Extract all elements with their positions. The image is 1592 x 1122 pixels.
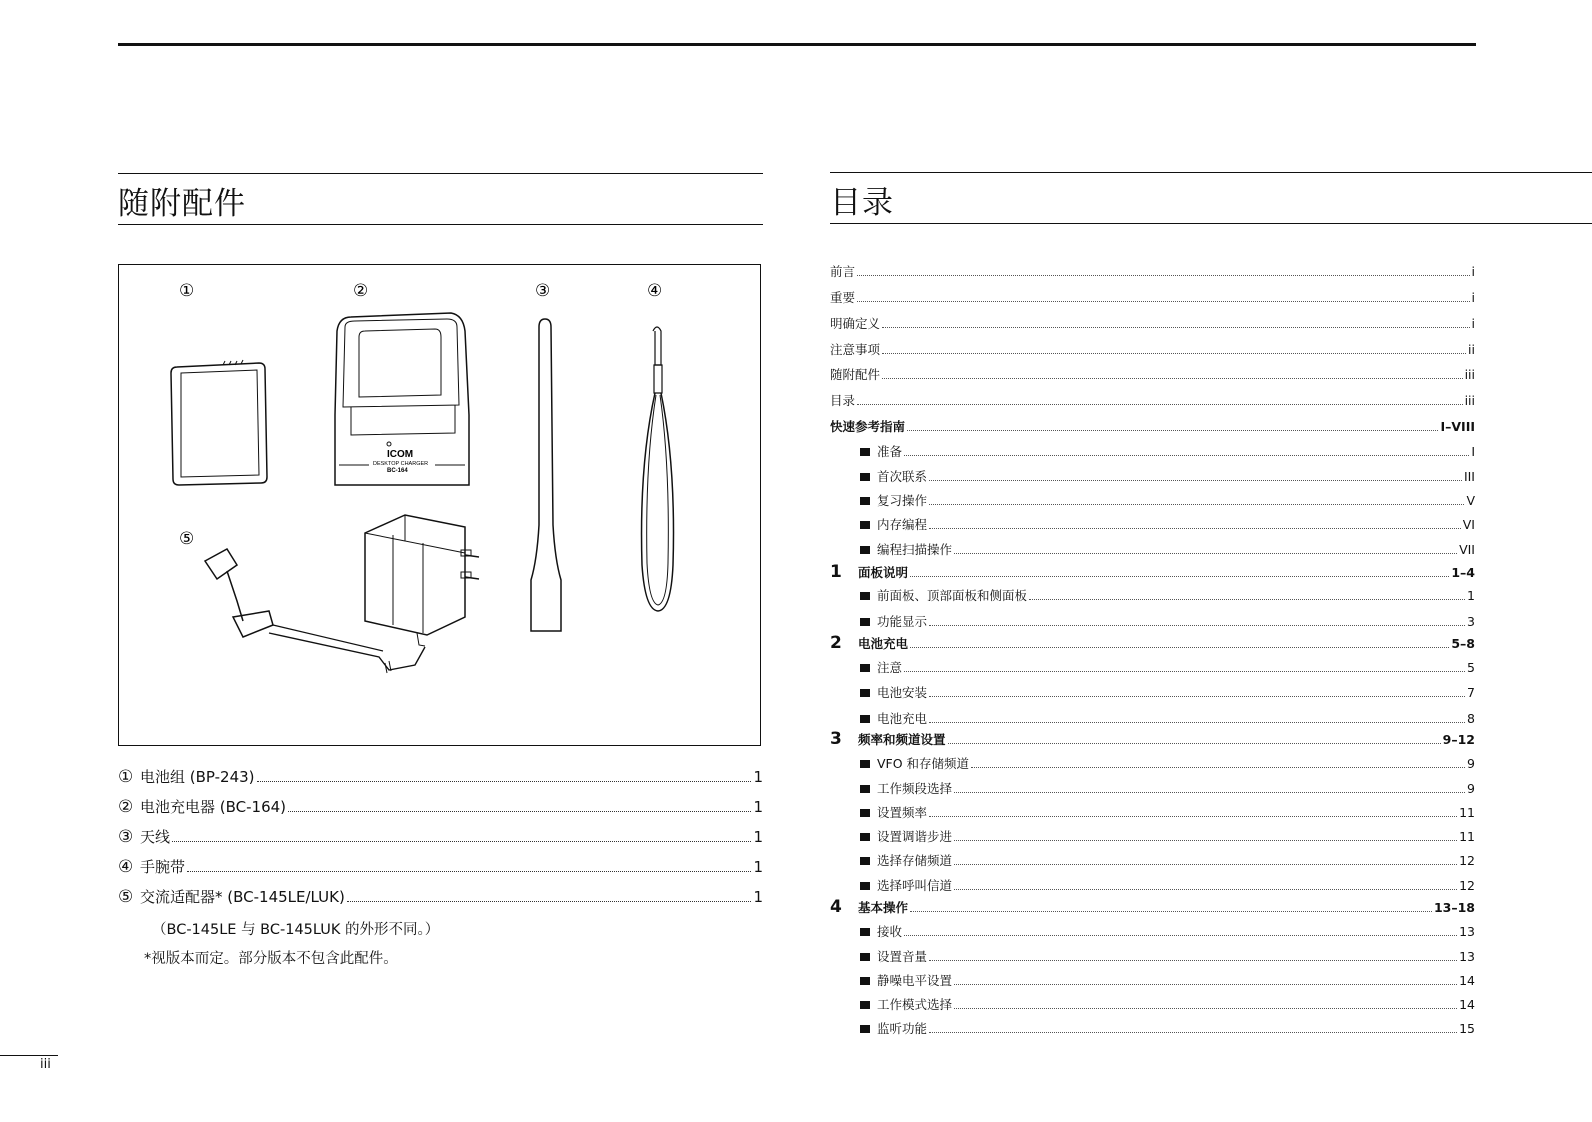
toc-label: 首次联系 <box>877 469 928 484</box>
square-bullet-icon <box>860 928 870 936</box>
toc-page: 14 <box>1459 997 1475 1012</box>
toc-label: 前言 <box>830 264 856 279</box>
leader-dots <box>954 984 1457 985</box>
item-page: 1 <box>753 798 763 816</box>
toc-subentry-row[interactable] <box>860 491 1475 509</box>
square-bullet-icon <box>860 882 870 890</box>
toc-label: 选择呼叫信道 <box>877 878 953 893</box>
toc-page: 5–8 <box>1451 636 1475 651</box>
toc-subentry-row[interactable] <box>860 947 1475 965</box>
leader-dots <box>929 722 1465 723</box>
toc-page: 7 <box>1467 685 1475 700</box>
toc-label: 编程扫描操作 <box>877 542 953 557</box>
toc-subentry-row[interactable] <box>860 851 1475 869</box>
item-number: ④ <box>118 857 134 877</box>
toc-chapter-row[interactable] <box>830 897 1475 917</box>
toc-page: 12 <box>1459 878 1475 893</box>
toc-subentry-row[interactable] <box>860 540 1475 558</box>
toc-page: V <box>1466 493 1475 508</box>
toc-entry-row[interactable] <box>830 288 1475 306</box>
toc-page: 15 <box>1459 1021 1475 1036</box>
toc-page: 13 <box>1459 949 1475 964</box>
item-page: 1 <box>753 888 763 906</box>
battery-pack-drawing <box>171 360 267 485</box>
chapter-number: 2 <box>830 633 842 653</box>
toc-page: i <box>1471 264 1475 279</box>
item-page: 1 <box>753 768 763 786</box>
toc-subentry-row[interactable] <box>860 586 1475 604</box>
adapter-note: （BC-145LE 与 BC-145LUK 的外形不同。） <box>152 922 440 938</box>
toc-page: I <box>1471 444 1475 459</box>
leader-dots <box>882 378 1463 379</box>
accessories-section <box>118 173 763 225</box>
toc-page: 1 <box>1467 588 1475 603</box>
toc-entry-row[interactable] <box>830 391 1475 409</box>
item-page: 1 <box>753 858 763 876</box>
toc-subentry-row[interactable] <box>860 515 1475 533</box>
leader-dots <box>929 528 1461 529</box>
toc-label: 重要 <box>830 290 856 305</box>
toc-page: 13–18 <box>1433 900 1475 915</box>
toc-label: 接收 <box>877 924 903 939</box>
leader-dots <box>904 671 1465 672</box>
toc-subentry-row[interactable] <box>860 876 1475 894</box>
toc-label: 设置频率 <box>877 805 928 820</box>
leader-dots <box>954 889 1457 890</box>
toc-page: 11 <box>1459 829 1475 844</box>
toc-page: iii <box>1464 367 1475 382</box>
toc-page: VII <box>1459 542 1475 557</box>
toc-page: 14 <box>1459 973 1475 988</box>
toc-label: 静噪电平设置 <box>877 973 953 988</box>
toc-page: 9 <box>1467 781 1475 796</box>
square-bullet-icon <box>860 448 870 456</box>
leader-dots <box>929 625 1465 626</box>
toc-page: 12 <box>1459 853 1475 868</box>
toc-chapter-row[interactable] <box>830 562 1475 582</box>
toc-subentry-row[interactable] <box>860 971 1475 989</box>
item-label: 天线 <box>140 828 171 846</box>
leader-dots <box>257 781 752 782</box>
wrist-strap-drawing <box>642 327 674 611</box>
page-number: iii <box>0 1055 58 1072</box>
toc-subentry-row[interactable] <box>860 827 1475 845</box>
figure-number-2: ② <box>353 281 369 301</box>
toc-page: i <box>1471 316 1475 331</box>
version-note: *视版本而定。部分版本不包含此配件。 <box>144 951 398 967</box>
toc-page: 3 <box>1467 614 1475 629</box>
toc-label: 选择存储频道 <box>877 853 953 868</box>
list-item <box>118 886 763 916</box>
toc-label: 注意 <box>877 660 903 675</box>
square-bullet-icon <box>860 809 870 817</box>
square-bullet-icon <box>860 473 870 481</box>
toc-subentry-row[interactable] <box>860 1019 1475 1037</box>
toc-subentry-row[interactable] <box>860 803 1475 821</box>
toc-entry-row[interactable] <box>830 314 1475 332</box>
square-bullet-icon <box>860 521 870 529</box>
item-label: 电池充电器 (BC-164) <box>140 798 287 816</box>
square-bullet-icon <box>860 833 870 841</box>
toc-subentry-row[interactable] <box>860 779 1475 797</box>
accessories-header <box>118 173 763 225</box>
toc-entry-row[interactable] <box>830 340 1475 358</box>
toc-page: ii <box>1468 342 1475 357</box>
toc-section <box>830 172 1592 224</box>
leader-dots <box>929 1032 1457 1033</box>
top-rule <box>118 43 1476 46</box>
toc-chapter-row[interactable] <box>830 633 1475 653</box>
leader-dots <box>954 840 1457 841</box>
chapter-number: 1 <box>830 562 842 582</box>
toc-label: 设置音量 <box>877 949 928 964</box>
chapter-number: 3 <box>830 729 842 749</box>
toc-label: 注意事项 <box>830 342 881 357</box>
toc-subentry-row[interactable] <box>860 709 1475 727</box>
item-page: 1 <box>753 828 763 846</box>
toc-label: 电池安装 <box>877 685 928 700</box>
list-item <box>118 796 763 826</box>
toc-subentry-row[interactable] <box>860 442 1475 460</box>
leader-dots <box>929 504 1464 505</box>
toc-page: 9–12 <box>1442 732 1475 747</box>
toc-label: 电池充电 <box>858 636 909 651</box>
leader-dots <box>187 871 751 872</box>
toc-label: 前面板、顶部面板和侧面板 <box>877 588 1028 603</box>
toc-label: 工作频段选择 <box>877 781 953 796</box>
leader-dots <box>954 553 1457 554</box>
leader-dots <box>904 455 1469 456</box>
square-bullet-icon <box>860 760 870 768</box>
leader-dots <box>929 816 1457 817</box>
item-number: ⑤ <box>118 887 134 907</box>
toc-label: 目录 <box>830 393 856 408</box>
leader-dots <box>954 1008 1457 1009</box>
toc-label: 设置调谐步进 <box>877 829 953 844</box>
toc-label: 监听功能 <box>877 1021 928 1036</box>
toc-entry-row[interactable] <box>830 417 1475 435</box>
toc-subentry-row[interactable] <box>860 658 1475 676</box>
leader-dots <box>954 792 1465 793</box>
leader-dots <box>857 404 1463 405</box>
leader-dots <box>929 960 1457 961</box>
leader-dots <box>882 353 1466 354</box>
square-bullet-icon <box>860 1025 870 1033</box>
charger-desc: DESKTOP CHARGER <box>373 461 429 467</box>
toc-chapter-row[interactable] <box>830 729 1475 749</box>
toc-entry-row[interactable] <box>830 365 1475 383</box>
item-label: 电池组 (BP-243) <box>140 768 255 786</box>
antenna-drawing <box>531 319 561 631</box>
accessories-list <box>118 766 763 974</box>
figure-number-5: ⑤ <box>179 529 195 549</box>
leader-dots <box>910 647 1449 648</box>
square-bullet-icon <box>860 689 870 697</box>
toc-label: 明确定义 <box>830 316 881 331</box>
toc-entry-row[interactable] <box>830 262 1475 280</box>
leader-dots <box>910 911 1432 912</box>
list-item <box>118 826 763 856</box>
toc-label: 功能显示 <box>877 614 928 629</box>
toc-subentry-row[interactable] <box>860 995 1475 1013</box>
leader-dots <box>172 841 751 842</box>
figure-number-1: ① <box>179 281 195 301</box>
square-bullet-icon <box>860 497 870 505</box>
leader-dots <box>910 576 1449 577</box>
leader-dots <box>1029 599 1465 600</box>
leader-dots <box>857 301 1470 302</box>
leader-dots <box>929 696 1465 697</box>
square-bullet-icon <box>860 618 870 626</box>
list-item <box>118 766 763 796</box>
square-bullet-icon <box>860 785 870 793</box>
toc-label: 面板说明 <box>858 565 909 580</box>
square-bullet-icon <box>860 546 870 554</box>
toc-label: 电池充电 <box>877 711 928 726</box>
square-bullet-icon <box>860 715 870 723</box>
toc-page: iii <box>1464 393 1475 408</box>
item-number: ③ <box>118 827 134 847</box>
square-bullet-icon <box>860 953 870 961</box>
accessories-title: 随附配件 <box>118 186 246 222</box>
toc-label: 准备 <box>877 444 903 459</box>
leader-dots <box>948 743 1441 744</box>
square-bullet-icon <box>860 977 870 985</box>
toc-subentry-row[interactable] <box>860 754 1475 772</box>
toc-page: I–VIII <box>1440 419 1475 434</box>
toc-page: 5 <box>1467 660 1475 675</box>
toc-subentry-row[interactable] <box>860 922 1475 940</box>
toc-label: 快速参考指南 <box>830 419 906 434</box>
accessories-illustration <box>119 265 759 744</box>
leader-dots <box>347 901 752 902</box>
square-bullet-icon <box>860 857 870 865</box>
leader-dots <box>904 935 1457 936</box>
toc-page: VI <box>1462 517 1475 532</box>
toc-page: III <box>1463 469 1475 484</box>
toc-page: 9 <box>1467 756 1475 771</box>
toc-title: 目录 <box>830 185 894 221</box>
toc-label: 工作模式选择 <box>877 997 953 1012</box>
item-number: ② <box>118 797 134 817</box>
item-label: 手腕带 <box>140 858 186 876</box>
leader-dots <box>954 864 1457 865</box>
toc-page: 1–4 <box>1451 565 1475 580</box>
chapter-number: 4 <box>830 897 842 917</box>
square-bullet-icon <box>860 664 870 672</box>
square-bullet-icon <box>860 592 870 600</box>
toc-label: VFO 和存储频道 <box>877 756 970 771</box>
toc-page: i <box>1471 290 1475 305</box>
figure-number-3: ③ <box>535 281 551 301</box>
ac-adapter-drawing <box>205 515 479 673</box>
item-number: ① <box>118 767 134 787</box>
toc-label: 基本操作 <box>858 900 909 915</box>
leader-dots <box>929 480 1462 481</box>
charger-model: BC-164 <box>387 468 408 474</box>
item-label: 交流适配器* (BC-145LE/LUK) <box>140 888 345 906</box>
toc-label: 随附配件 <box>830 367 881 382</box>
toc-header <box>830 172 1592 224</box>
figure-number-4: ④ <box>647 281 663 301</box>
toc-label: 频率和频道设置 <box>858 732 946 747</box>
toc-label: 复习操作 <box>877 493 928 508</box>
leader-dots <box>907 430 1438 431</box>
leader-dots <box>857 275 1470 276</box>
toc-subentry-row[interactable] <box>860 683 1475 701</box>
toc-subentry-row[interactable] <box>860 467 1475 485</box>
square-bullet-icon <box>860 1001 870 1009</box>
toc-subentry-row[interactable] <box>860 612 1475 630</box>
toc-label: 内存编程 <box>877 517 928 532</box>
charger-brand: ICOM <box>387 449 414 460</box>
leader-dots <box>288 811 751 812</box>
toc-page: 11 <box>1459 805 1475 820</box>
list-item <box>118 856 763 886</box>
toc-page: 13 <box>1459 924 1475 939</box>
leader-dots <box>882 327 1470 328</box>
leader-dots <box>971 767 1465 768</box>
toc-page: 8 <box>1467 711 1475 726</box>
accessories-figure <box>118 264 761 746</box>
